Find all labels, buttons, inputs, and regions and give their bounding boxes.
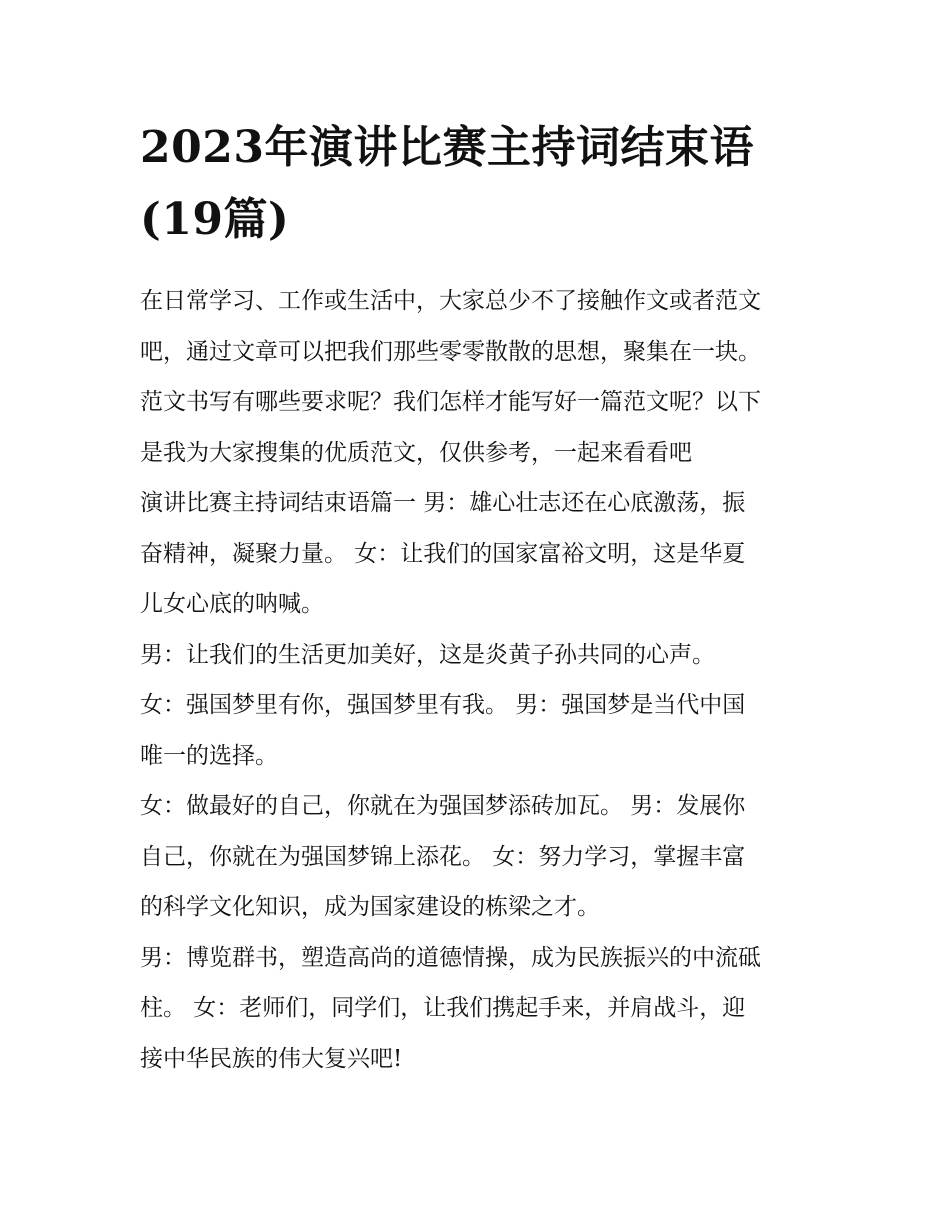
body-line: 柱。 女：老师们，同学们，让我们携起手来，并肩战斗，迎: [140, 995, 746, 1021]
body-line: 在日常学习、工作或生活中，大家总少不了接触作文或者范文: [140, 288, 761, 314]
document-content: [140, 112, 820, 1084]
body-line: 儿女心底的呐喊。: [140, 591, 324, 617]
body-line: 唯一的选择。: [140, 742, 278, 769]
body-line: 男：博览群书，塑造高尚的道德情操，成为民族振兴的中流砥: [140, 944, 761, 971]
title-line: (19篇): [140, 194, 290, 245]
document-title: [140, 112, 820, 256]
body-line: 女：做最好的自己，你就在为强国梦添砖加瓦。 男：发展你: [140, 793, 746, 819]
body-line: 自己，你就在为强国梦锦上添花。 女：努力学习，掌握丰富: [140, 843, 746, 870]
document-body: [140, 276, 820, 1084]
body-line: 男：让我们的生活更加美好，这是炎黄子孙共同的心声。: [140, 641, 715, 668]
body-line: 范文书写有哪些要求呢？我们怎样才能写好一篇范文呢？以下: [140, 389, 761, 415]
body-line: 吧，通过文章可以把我们那些零零散散的思想，聚集在一块。: [140, 338, 761, 365]
body-line: 女：强国梦里有你，强国梦里有我。 男：强国梦是当代中国: [140, 692, 746, 718]
body-line: 是我为大家搜集的优质范文，仅供参考，一起来看看吧: [140, 439, 692, 466]
body-line: 奋精神，凝聚力量。 女：让我们的国家富裕文明，这是华夏: [140, 540, 746, 567]
body-line: 的科学文化知识，成为国家建设的栋梁之才。: [140, 894, 600, 920]
body-line: 演讲比赛主持词结束语篇一 男：雄心壮志还在心底激荡，振: [140, 490, 746, 516]
title-line: 2023年演讲比赛主持词结束语: [140, 122, 754, 173]
body-line: 接中华民族的伟大复兴吧!: [140, 1045, 403, 1072]
